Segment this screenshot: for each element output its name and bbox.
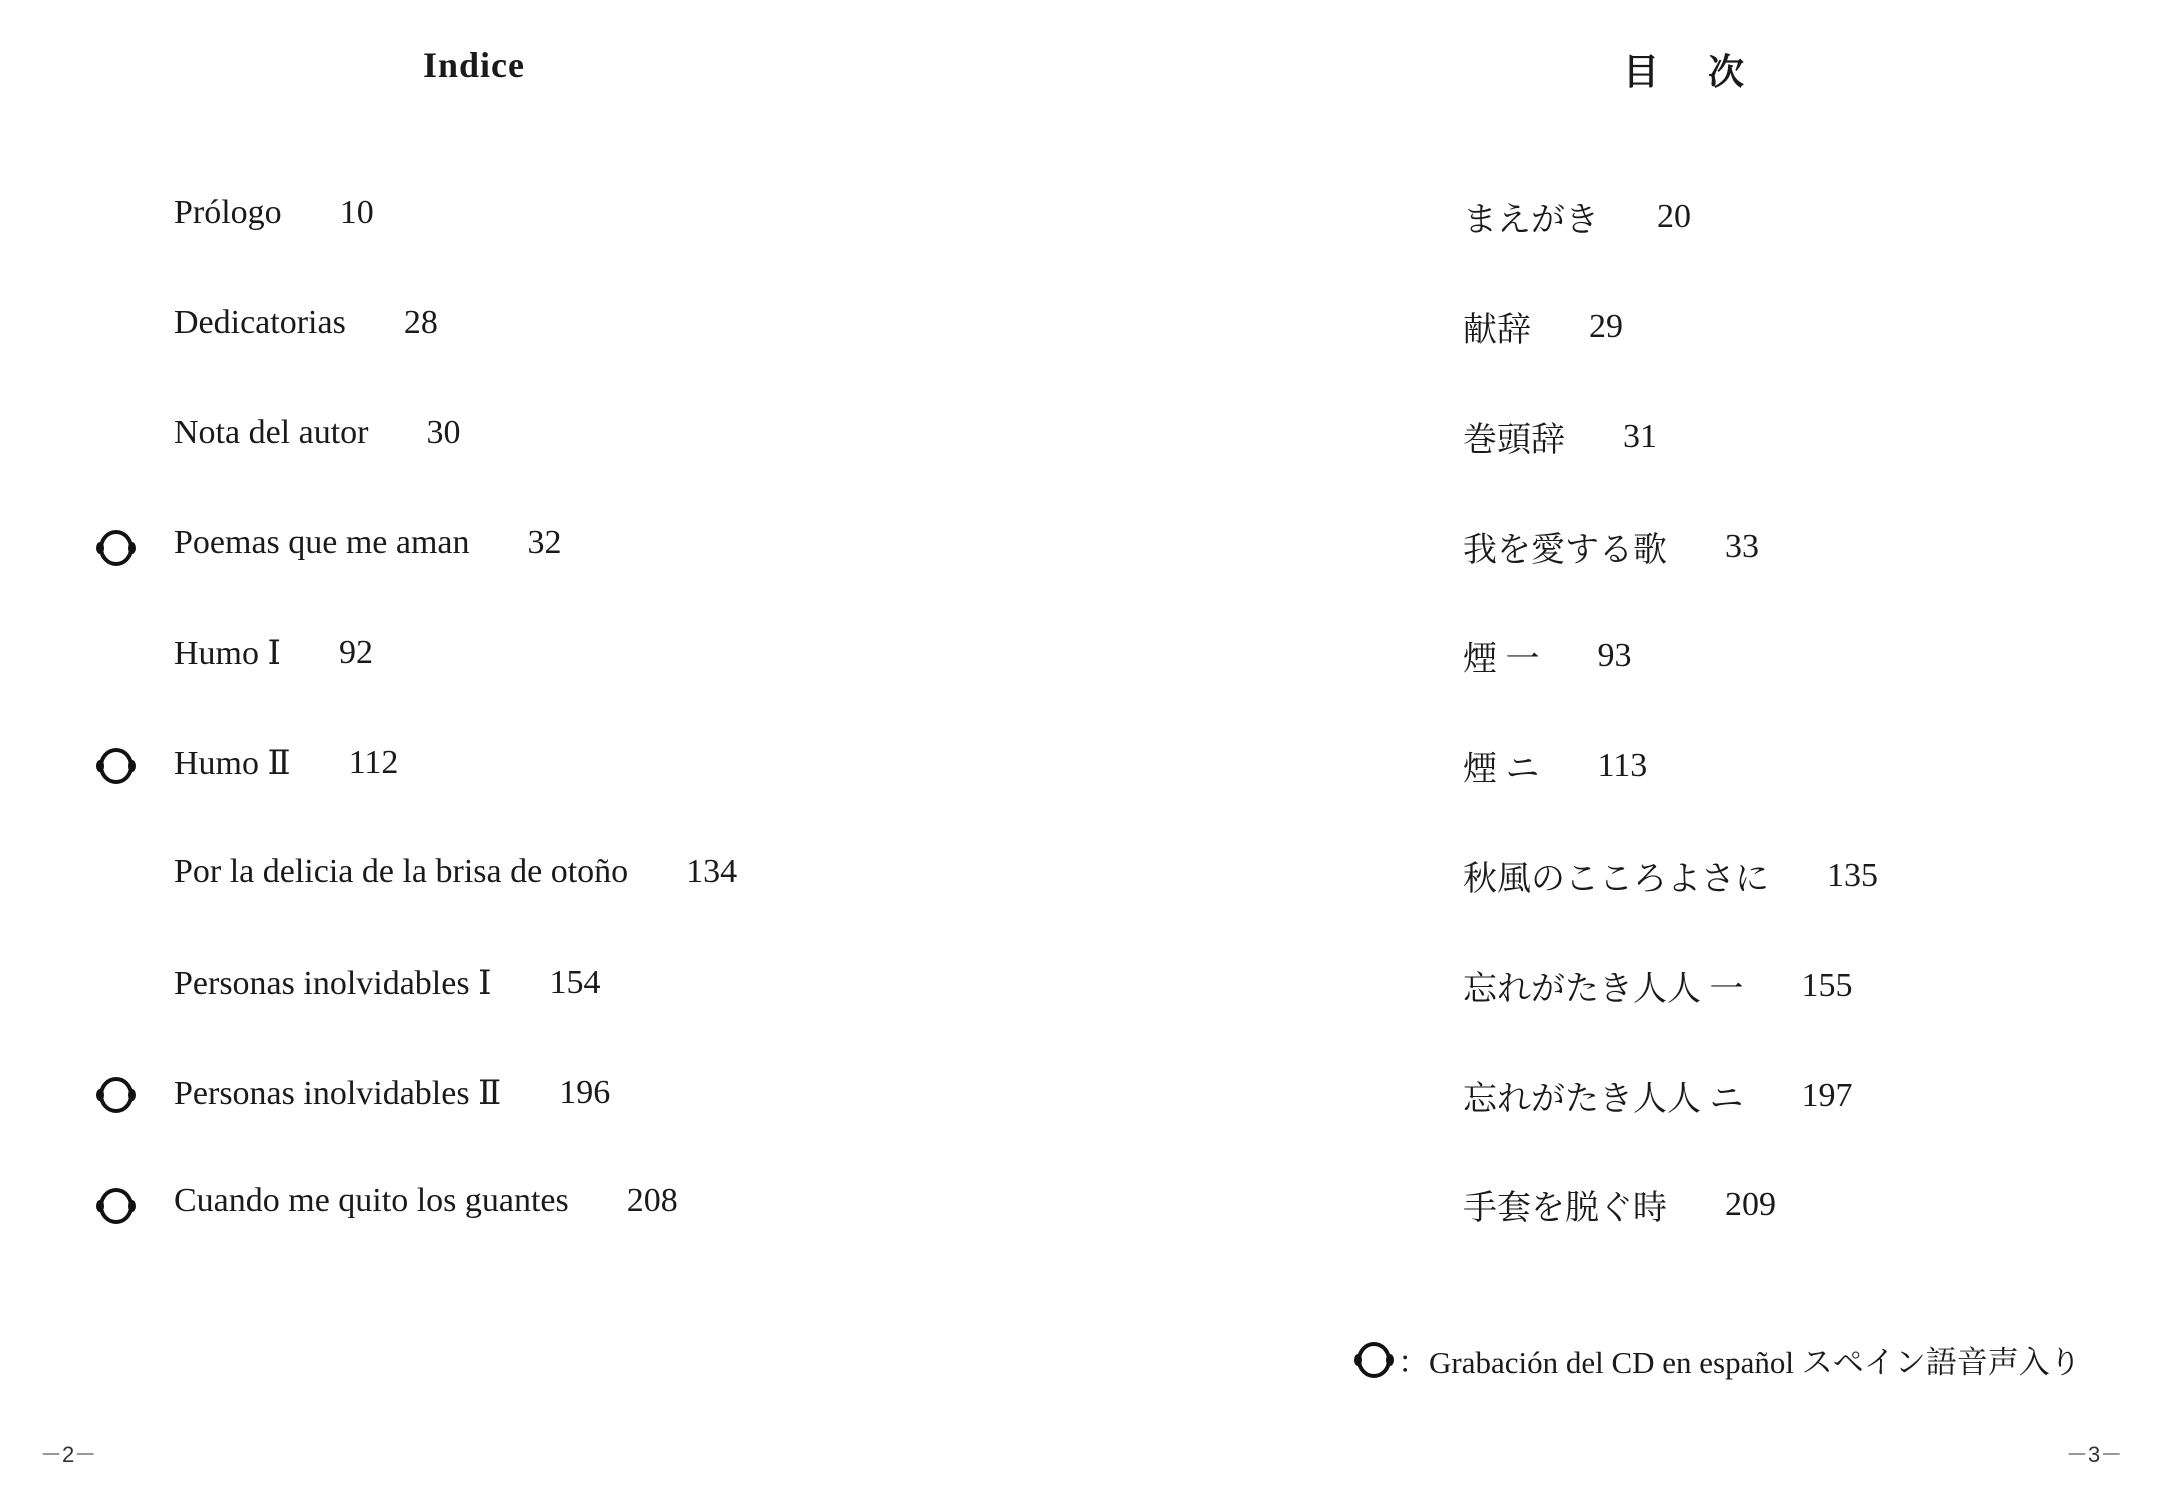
index-title-japanese: 目 次 — [1623, 52, 1765, 92]
toc-entry-label: Personas inolvidables Ⅰ — [174, 965, 492, 1002]
toc-entry-ja[interactable] — [1463, 522, 1759, 571]
headphones-icon — [94, 746, 138, 786]
toc-entry-ja[interactable] — [1463, 741, 1647, 790]
toc-entry-label: Personas inolvidables Ⅱ — [174, 1075, 502, 1112]
toc-entry-page: 93 — [1597, 636, 1632, 674]
toc-entry-page: 135 — [1827, 856, 1878, 894]
toc-entry-label: Nota del autor — [174, 414, 369, 451]
toc-entry-label: Dedicatorias — [174, 304, 346, 341]
page-number-left: －2－ — [40, 1442, 97, 1467]
toc-entry-ja[interactable] — [1463, 412, 1657, 461]
toc-entry-page: 134 — [686, 853, 738, 890]
toc-entry-label: Humo Ⅰ — [174, 635, 281, 672]
toc-entry-es[interactable] — [174, 1073, 610, 1113]
index-title-spanish: Indice — [423, 45, 526, 85]
toc-entry-label: 忘れがたき人人 ニ — [1463, 1081, 1744, 1118]
toc-entry-label: 煙 一 — [1463, 641, 1540, 678]
toc-entry-es[interactable] — [174, 853, 737, 891]
toc-entry-label: 巻頭辞 — [1463, 422, 1565, 459]
toc-entry-es[interactable] — [174, 633, 373, 673]
page-number-right: －3－ — [2066, 1442, 2123, 1467]
toc-entry-page: 29 — [1589, 307, 1623, 345]
toc-entry-es[interactable] — [174, 963, 601, 1003]
toc-entry-page: 33 — [1725, 527, 1759, 565]
toc-entry-es[interactable] — [174, 1182, 678, 1220]
toc-entry-ja[interactable] — [1463, 192, 1691, 241]
toc-entry-es[interactable] — [174, 743, 398, 783]
cd-legend — [1352, 1337, 2081, 1382]
toc-entry-label: 秋風のこころよさに — [1463, 861, 1769, 898]
toc-entry-page: 28 — [403, 304, 438, 341]
toc-entry-page: 196 — [559, 1074, 611, 1111]
cd-legend-text: ：Grabación del CD en español スペイン語音声入り — [1398, 1345, 2081, 1380]
toc-entry-ja[interactable] — [1463, 1071, 1853, 1120]
toc-entry-page: 209 — [1725, 1185, 1776, 1223]
toc-entry-label: まえがき — [1463, 202, 1599, 239]
toc-entry-ja[interactable] — [1463, 302, 1623, 351]
toc-entry-page: 197 — [1801, 1076, 1853, 1114]
toc-entry-page: 31 — [1623, 417, 1657, 455]
toc-entry-es[interactable] — [174, 524, 562, 562]
toc-entry-label: Por la delicia de la brisa de otoño — [174, 853, 629, 890]
toc-entry-es[interactable] — [174, 194, 374, 232]
toc-entry-es[interactable] — [174, 414, 461, 452]
toc-entry-ja[interactable] — [1463, 961, 1853, 1010]
toc-entry-page: 32 — [527, 524, 562, 561]
toc-entry-es[interactable] — [174, 304, 438, 342]
toc-entry-page: 155 — [1801, 966, 1853, 1004]
toc-entry-ja[interactable] — [1463, 631, 1632, 680]
toc-entry-page: 10 — [339, 194, 374, 231]
headphones-icon — [94, 1075, 138, 1115]
toc-entry-page: 113 — [1597, 746, 1648, 784]
toc-entry-page: 208 — [626, 1182, 678, 1219]
toc-entry-page: 20 — [1657, 197, 1691, 235]
toc-entry-label: Cuando me quito los guantes — [174, 1182, 569, 1219]
toc-entry-label: Humo Ⅱ — [174, 745, 291, 782]
toc-entry-label: Prólogo — [174, 194, 282, 231]
toc-entry-ja[interactable] — [1463, 1180, 1776, 1229]
toc-entry-page: 112 — [348, 744, 399, 781]
toc-entry-ja[interactable] — [1463, 851, 1878, 900]
toc-entry-page: 30 — [426, 414, 461, 451]
toc-entry-label: 忘れがたき人人 一 — [1463, 971, 1744, 1008]
toc-entry-label: 手套を脱ぐ時 — [1463, 1190, 1667, 1227]
toc-entry-label: 献辞 — [1463, 312, 1531, 349]
toc-entry-page: 154 — [549, 964, 601, 1001]
toc-entry-label: 我を愛する歌 — [1463, 532, 1667, 569]
headphones-icon — [94, 1186, 138, 1226]
toc-entry-page: 92 — [338, 634, 373, 671]
headphones-icon — [1352, 1340, 1396, 1380]
headphones-icon — [94, 528, 138, 568]
toc-entry-label: 煙 ニ — [1463, 751, 1540, 788]
toc-entry-label: Poemas que me aman — [174, 524, 470, 561]
